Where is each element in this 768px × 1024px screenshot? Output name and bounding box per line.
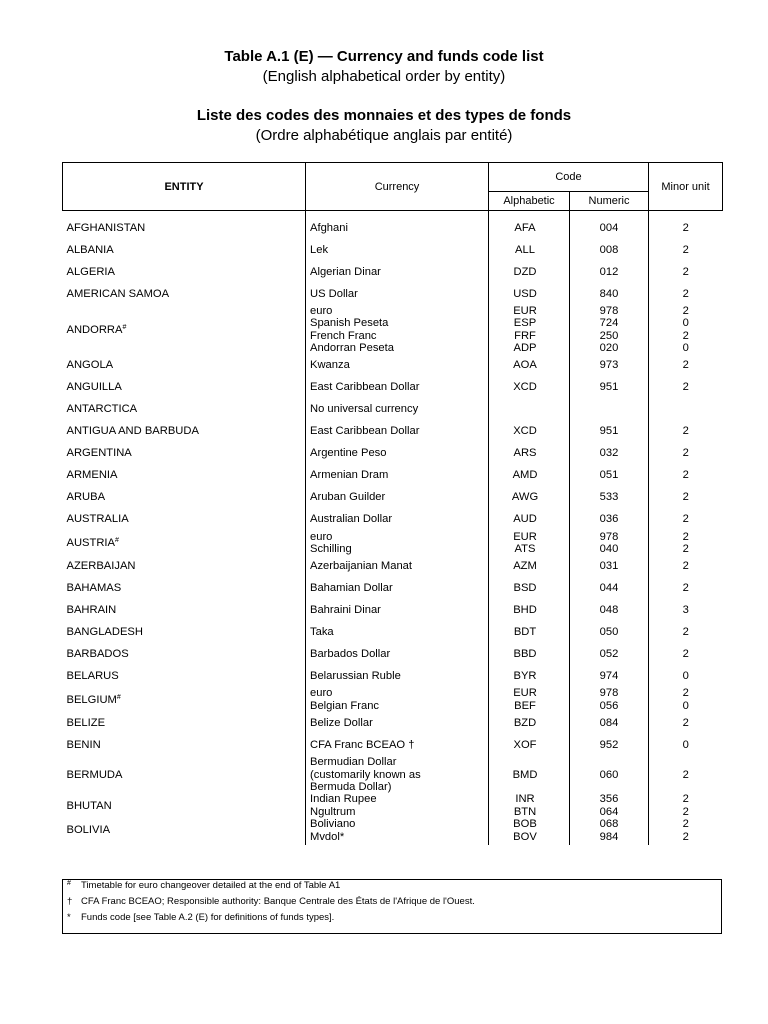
- numeric-code-cell: [570, 399, 649, 421]
- numeric-code-cell: 068 984: [570, 818, 649, 845]
- table-row: [63, 643, 723, 665]
- title-english: Table A.1 (E) — Currency and funds code list: [224, 48, 544, 65]
- footnote-mark: *: [67, 912, 71, 923]
- footnote: * Funds code [see Table A.2 (E) for definitions of funds types].: [67, 912, 335, 923]
- table-row: [63, 443, 723, 465]
- minor-unit-cell: 2: [682, 287, 689, 300]
- table-row: [63, 355, 723, 377]
- alphabetic-code-cell: XCD: [489, 377, 570, 399]
- col-header-currency: Currency: [306, 163, 489, 211]
- entity-cell: ARUBA: [63, 487, 306, 509]
- minor-unit-cell: 2: [682, 469, 689, 482]
- numeric-code-cell: 084: [570, 712, 649, 734]
- table-body: [63, 211, 723, 846]
- alphabetic-code-cell: BHD: [489, 599, 570, 621]
- currency-cell: East Caribbean Dollar: [306, 421, 489, 443]
- table-row: [63, 283, 723, 305]
- currency-cell: East Caribbean Dollar: [306, 377, 489, 399]
- entity-footnote-mark: #: [115, 536, 119, 544]
- table-row: [63, 261, 723, 283]
- entity-cell: ARMENIA: [63, 465, 306, 487]
- alphabetic-code-cell: BZD: [489, 712, 570, 734]
- minor-unit-cell: 2: [682, 491, 689, 504]
- minor-unit-cell: 0: [682, 739, 689, 752]
- numeric-code-cell: 004: [570, 211, 649, 240]
- entity-cell: BHUTAN: [63, 793, 306, 818]
- entity-cell: ANTARCTICA: [63, 399, 306, 421]
- currency-cell: Argentine Peso: [306, 443, 489, 465]
- entity-cell: BARBADOS: [63, 643, 306, 665]
- table-row: [63, 818, 723, 845]
- entity-cell: AUSTRALIA: [63, 509, 306, 531]
- minor-unit-cell: 2: [682, 768, 689, 781]
- numeric-code-cell: 974: [570, 665, 649, 687]
- numeric-code-cell: 036: [570, 509, 649, 531]
- entity-cell: ANGOLA: [63, 355, 306, 377]
- currency-cell: Afghani: [306, 211, 489, 240]
- table-row: [63, 211, 723, 240]
- entity-cell: BENIN: [63, 734, 306, 756]
- entity-cell: BOLIVIA: [63, 818, 306, 845]
- table-row: [63, 621, 723, 643]
- minor-unit-cell: 2 2: [682, 818, 689, 843]
- footnote: † CFA Franc BCEAO; Responsible authority: Banque Centrale des États de l'Afrique de l'Ouest.: [67, 896, 475, 907]
- table-row: [63, 734, 723, 756]
- currency-cell: Australian Dollar: [306, 509, 489, 531]
- numeric-code-cell: 050: [570, 621, 649, 643]
- alphabetic-code-cell: [489, 399, 570, 421]
- alphabetic-code-cell: EUR ATS: [489, 531, 570, 556]
- numeric-code-cell: 356 064: [570, 793, 649, 818]
- table-row: [63, 465, 723, 487]
- entity-cell: AUSTRIA#: [63, 531, 306, 556]
- currency-cell: Algerian Dinar: [306, 261, 489, 283]
- table-row: [63, 665, 723, 687]
- table-row: [63, 377, 723, 399]
- alphabetic-code-cell: EUR BEF: [489, 687, 570, 712]
- currency-cell: Taka: [306, 621, 489, 643]
- numeric-code-cell: 048: [570, 599, 649, 621]
- subtitle-french: (Ordre alphabétique anglais par entité): [255, 127, 513, 144]
- minor-unit-cell: 2: [682, 560, 689, 573]
- currency-cell: Armenian Dram: [306, 465, 489, 487]
- numeric-code-cell: 952: [570, 734, 649, 756]
- numeric-code-cell: 008: [570, 239, 649, 261]
- numeric-code-cell: 951: [570, 377, 649, 399]
- numeric-code-cell: 052: [570, 643, 649, 665]
- minor-unit-cell: 2: [682, 425, 689, 438]
- entity-cell: ANTIGUA AND BARBUDA: [63, 421, 306, 443]
- minor-unit-cell: 2: [682, 626, 689, 639]
- table-row: [63, 712, 723, 734]
- col-header-numeric: Numeric: [570, 192, 649, 211]
- table-row: [63, 305, 723, 355]
- entity-cell: BELARUS: [63, 665, 306, 687]
- currency-cell: Bahraini Dinar: [306, 599, 489, 621]
- currency-cell: No universal currency: [306, 399, 489, 421]
- alphabetic-code-cell: AZM: [489, 555, 570, 577]
- entity-cell: BANGLADESH: [63, 621, 306, 643]
- numeric-code-cell: 533: [570, 487, 649, 509]
- table-row: [63, 687, 723, 712]
- alphabetic-code-cell: EUR ESP FRF ADP: [489, 305, 570, 355]
- table-row: [63, 421, 723, 443]
- table-row: [63, 487, 723, 509]
- numeric-code-cell: 978 724 250 020: [570, 305, 649, 355]
- currency-cell: Azerbaijanian Manat: [306, 555, 489, 577]
- entity-footnote-mark: #: [116, 693, 121, 701]
- minor-unit-cell: [649, 399, 723, 421]
- minor-unit-cell: 2: [682, 648, 689, 661]
- entity-cell: BELIZE: [63, 712, 306, 734]
- alphabetic-code-cell: BDT: [489, 621, 570, 643]
- numeric-code-cell: 978 040: [570, 531, 649, 556]
- alphabetic-code-cell: ARS: [489, 443, 570, 465]
- currency-code-table: [62, 162, 723, 845]
- currency-cell: euro Schilling: [306, 531, 489, 556]
- alphabetic-code-cell: AUD: [489, 509, 570, 531]
- minor-unit-cell: 2 2: [682, 793, 689, 818]
- table-row: [63, 555, 723, 577]
- entity-cell: BERMUDA: [63, 756, 306, 793]
- minor-unit-cell: 3: [682, 604, 689, 617]
- currency-cell: Kwanza: [306, 355, 489, 377]
- minor-unit-cell: 2: [682, 243, 689, 256]
- page-header: [0, 46, 768, 146]
- numeric-code-cell: 973: [570, 355, 649, 377]
- numeric-code-cell: 031: [570, 555, 649, 577]
- entity-cell: BELGIUM#: [63, 687, 306, 712]
- minor-unit-cell: 0: [682, 670, 689, 683]
- minor-unit-cell: 2: [682, 582, 689, 595]
- currency-cell: euro Spanish Peseta French Franc Andorran Peseta: [306, 305, 489, 355]
- numeric-code-cell: 840: [570, 283, 649, 305]
- entity-cell: ARGENTINA: [63, 443, 306, 465]
- minor-unit-cell: 2: [682, 359, 689, 372]
- footnotes-box: [62, 879, 722, 934]
- col-header-entity: ENTITY: [63, 163, 306, 211]
- alphabetic-code-cell: XCD: [489, 421, 570, 443]
- alphabetic-code-cell: INR BTN: [489, 793, 570, 818]
- table-row: [63, 531, 723, 556]
- alphabetic-code-cell: BBD: [489, 643, 570, 665]
- col-header-minor-unit: Minor unit: [649, 163, 723, 211]
- minor-unit-cell: 2: [682, 221, 689, 234]
- numeric-code-cell: 044: [570, 577, 649, 599]
- table-row: [63, 509, 723, 531]
- entity-cell: BAHAMAS: [63, 577, 306, 599]
- entity-cell: AZERBAIJAN: [63, 555, 306, 577]
- alphabetic-code-cell: BMD: [489, 756, 570, 793]
- entity-footnote-mark: #: [122, 323, 127, 331]
- currency-cell: Bahamian Dollar: [306, 577, 489, 599]
- alphabetic-code-cell: USD: [489, 283, 570, 305]
- minor-unit-cell: 2: [682, 513, 689, 526]
- currency-cell: Belarussian Ruble: [306, 665, 489, 687]
- footnote-mark: #: [67, 880, 71, 887]
- currency-cell: Barbados Dollar: [306, 643, 489, 665]
- table-row: [63, 756, 723, 793]
- minor-unit-cell: 2 2: [682, 530, 689, 556]
- numeric-code-cell: 032: [570, 443, 649, 465]
- currency-cell: US Dollar: [306, 283, 489, 305]
- numeric-code-cell: 978 056: [570, 687, 649, 712]
- alphabetic-code-cell: BOB BOV: [489, 818, 570, 845]
- alphabetic-code-cell: DZD: [489, 261, 570, 283]
- minor-unit-cell: 2 0 2 0: [682, 305, 689, 355]
- entity-cell: ANGUILLA: [63, 377, 306, 399]
- alphabetic-code-cell: XOF: [489, 734, 570, 756]
- minor-unit-cell: 2: [682, 447, 689, 460]
- numeric-code-cell: 060: [570, 756, 649, 793]
- minor-unit-cell: 2: [682, 381, 689, 394]
- alphabetic-code-cell: AOA: [489, 355, 570, 377]
- alphabetic-code-cell: AMD: [489, 465, 570, 487]
- currency-cell: Belize Dollar: [306, 712, 489, 734]
- alphabetic-code-cell: AFA: [489, 211, 570, 240]
- alphabetic-code-cell: BYR: [489, 665, 570, 687]
- col-header-alphabetic: Alphabetic: [489, 192, 570, 211]
- minor-unit-cell: 2: [682, 265, 689, 278]
- entity-cell: AMERICAN SAMOA: [63, 283, 306, 305]
- table-row: [63, 793, 723, 818]
- currency-cell: CFA Franc BCEAO †: [306, 734, 489, 756]
- currency-cell: Bermudian Dollar (customarily known as Bermuda Dollar): [306, 756, 489, 793]
- currency-cell: Aruban Guilder: [306, 487, 489, 509]
- col-header-code: Code: [489, 163, 649, 192]
- table-row: [63, 577, 723, 599]
- title-french: Liste des codes des monnaies et des types de fonds: [196, 107, 572, 124]
- subtitle-english: (English alphabetical order by entity): [262, 68, 506, 85]
- numeric-code-cell: 951: [570, 421, 649, 443]
- numeric-code-cell: 012: [570, 261, 649, 283]
- currency-cell: Lek: [306, 239, 489, 261]
- table-row: [63, 239, 723, 261]
- table-row: [63, 399, 723, 421]
- currency-cell: Indian Rupee Ngultrum: [306, 793, 489, 818]
- minor-unit-cell: 2 0: [682, 687, 689, 712]
- alphabetic-code-cell: BSD: [489, 577, 570, 599]
- entity-cell: BAHRAIN: [63, 599, 306, 621]
- currency-cell: euro Belgian Franc: [306, 687, 489, 712]
- table-row: [63, 599, 723, 621]
- footnote: # Timetable for euro changeover detailed at the end of Table A1: [67, 880, 341, 891]
- entity-cell: ALGERIA: [63, 261, 306, 283]
- minor-unit-cell: 2: [682, 717, 689, 730]
- entity-cell: AFGHANISTAN: [63, 211, 306, 240]
- alphabetic-code-cell: ALL: [489, 239, 570, 261]
- entity-cell: ANDORRA#: [63, 305, 306, 355]
- footnote-mark: †: [67, 896, 73, 907]
- currency-cell: Boliviano Mvdol*: [306, 818, 489, 845]
- entity-cell: ALBANIA: [63, 239, 306, 261]
- numeric-code-cell: 051: [570, 465, 649, 487]
- alphabetic-code-cell: AWG: [489, 487, 570, 509]
